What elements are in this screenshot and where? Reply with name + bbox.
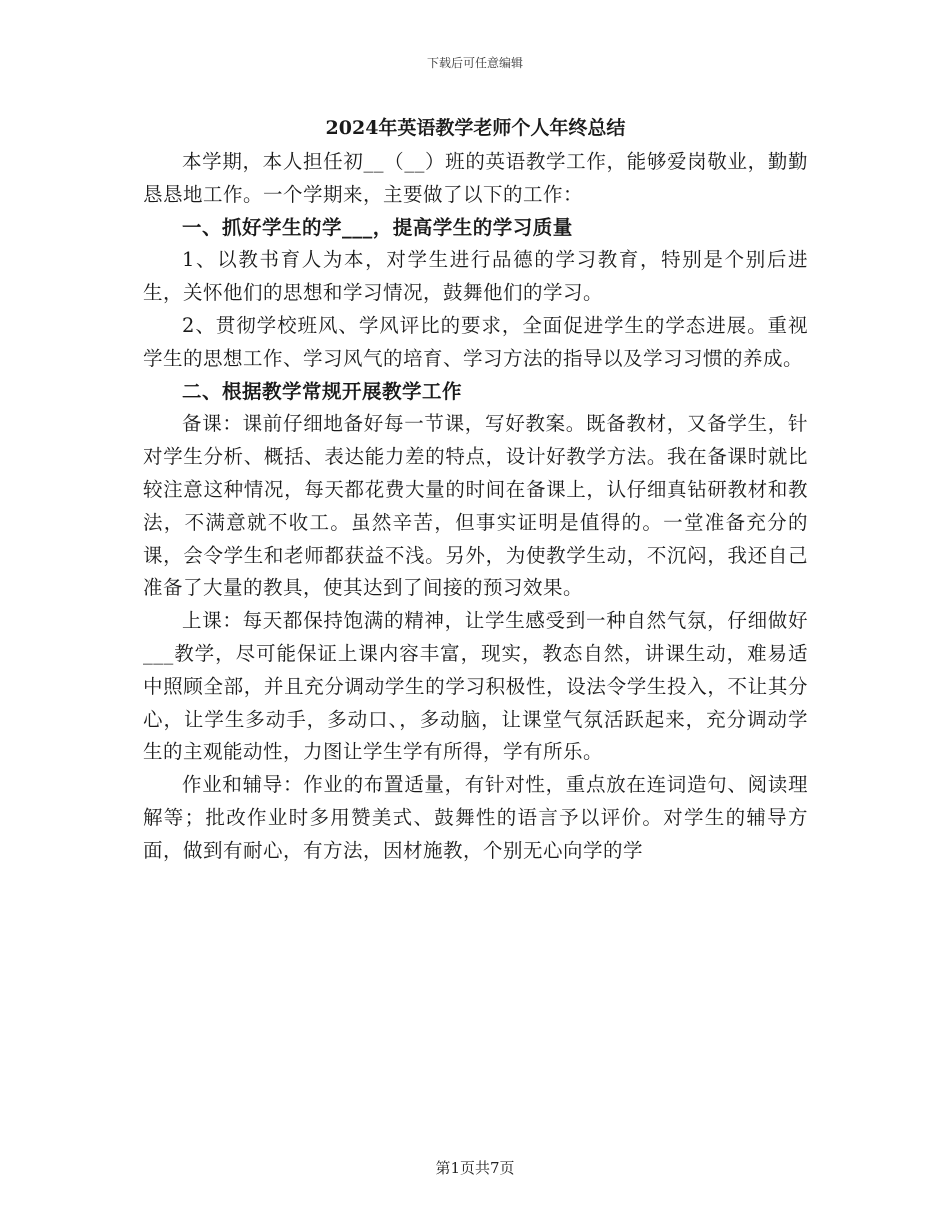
paragraph-class-teaching: 上课：每天都保持饱满的精神，让学生感受到一种自然气氛，仔细做好___教学，尽可能保证上课内容丰富，现实，教态自然，讲课生动，难易适中照顾全部，并且充分调动学生的学习积极性，设法令学生投入，不让其分心，让学生多动手，多动口、，多动脑，让课堂气氛活跃起来，充分调动学生的主观能动性，力图让学生学有所得，学有所乐。 xyxy=(143,609,808,764)
paragraph-item-2: 2、贯彻学校班风、学风评比的要求，全面促进学生的学态进展。重视学生的思想工作、学习风气的培育、学习方法的指导以及学习习惯的养成。 xyxy=(143,313,808,370)
section-heading-2: 二、根据教学常规开展教学工作 xyxy=(182,379,463,403)
paragraph-item-1: 1、以教书育人为本，对学生进行品德的学习教育，特别是个别后进生，关怀他们的思想和学习情况，鼓舞他们的学习。 xyxy=(143,248,808,305)
paragraph-intro: 本学期，本人担任初__（__）班的英语教学工作，能够爱岗敬业，勤勤恳恳地工作。一个学期来，主要做了以下的工作： xyxy=(143,150,808,206)
page-footer: 第1页共7页 xyxy=(435,1159,515,1177)
document-title: 2024年英语教学老师个人年终总结 xyxy=(325,117,626,139)
paragraph-homework: 作业和辅导：作业的布置适量，有针对性，重点放在连词造句、阅读理解等；批改作业时多用赞美式、鼓舞性的语言予以评价。对学生的辅导方面，做到有耐心，有方法，因材施教，个别无心向学的学 xyxy=(143,773,808,862)
paragraph-lesson-prep: 备课：课前仔细地备好每一节课，写好教案。既备教材，又备学生，针对学生分析、概括、表达能力差的特点，设计好教学方法。我在备课时就比较注意这种情况，每天都花费大量的时间在备课上，认仔细真钻研教材和教法，不满意就不收工。虽然辛苦，但事实证明是值得的。一堂准备充分的课，会令学生和老师都获益不浅。另外，为使教学生动，不沉闷，我还自己准备了大量的教具，使其达到了间接的预习效果。 xyxy=(143,412,808,600)
document-body xyxy=(143,114,808,868)
section-heading-1: 一、抓好学生的学___，提高学生的学习质量 xyxy=(182,215,573,239)
header-note: 下载后可任意编辑 xyxy=(426,56,523,70)
